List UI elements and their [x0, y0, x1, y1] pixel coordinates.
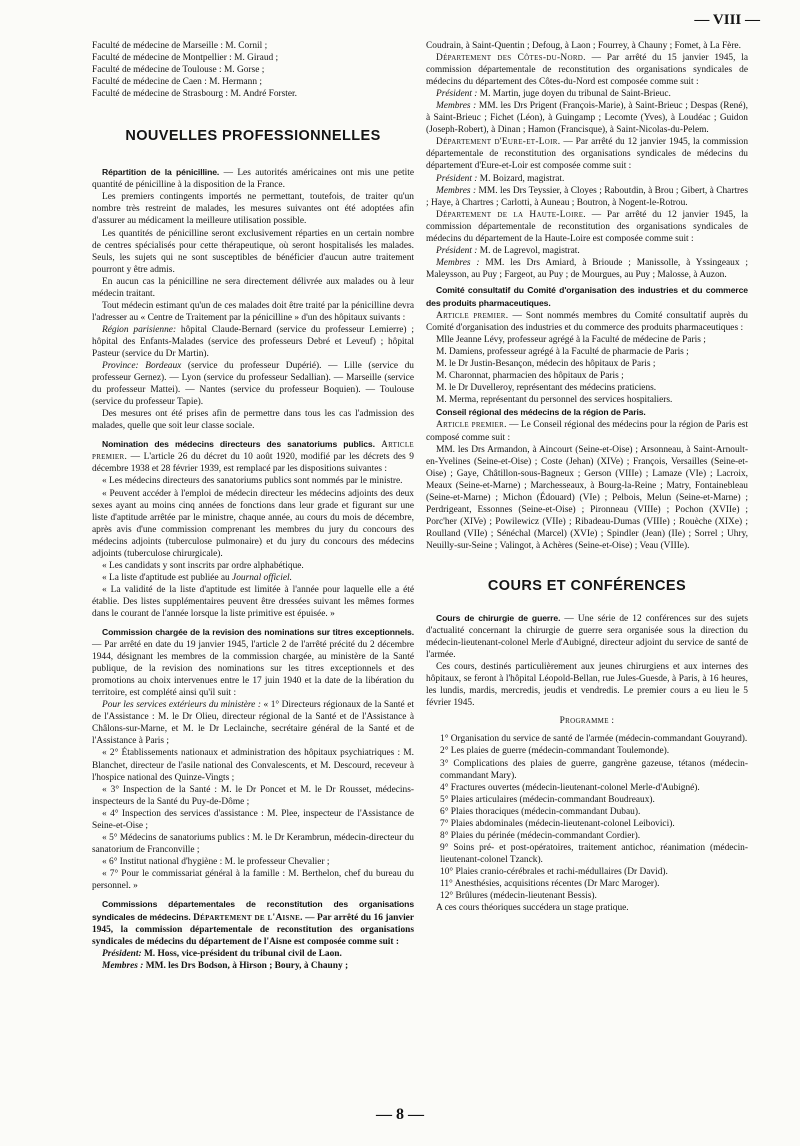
- faculty-line: Faculté de médecine de Strasbourg : M. André Forster.: [92, 89, 297, 100]
- paragraph-region: Région parisienne: hôpital Claude-Bernard (service du professeur Lemierre) ; hôpital des Enfants-Malades (service des professeurs Debré et Leveuf) ; hôpital Pasteur (service du Dr Martin).: [92, 324, 414, 359]
- article-heading: Commissions départementales de reconstitution des organisations syndicales de médecins.: [92, 899, 414, 923]
- paragraph-eure-et-loir: Département d'Eure-et-Loir. — Par arrêté du 12 janvier 1945, la commission départementale de reconstitution des organisations syndicales de médecins du département d'Eure-et-Loir est composée comme suit :: [426, 137, 749, 172]
- paragraph: « La liste d'aptitude est publiée au Journal officiel.: [102, 572, 292, 583]
- programme-item: 4° Fractures ouvertes (médecin-lieutenant-colonel Merle-d'Aubigné).: [440, 782, 700, 793]
- paragraph: Membres : MM. les Drs Amiard, à Brioude ; Manissolle, à Yssingeaux ; Maleysson, au Puy ; Fargeot, au Puy ; de Mourgues, au Puy ; Malosse, à Auzon.: [426, 257, 748, 280]
- article-commissions-departementales: Commissions départementales de reconstitution des organisations syndicales de médecins. Département de l'Aisne. — Par arrêté du 16 janvier 1945, la commission départementale de reconstitution des organisations syndicales de médecins du département de l'Aisne est composée comme suit :: [92, 899, 414, 948]
- paragraph: « Peuvent accéder à l'emploi de médecin directeur les médecins adjoints des deux sexes ayant au moins cinq années de fonctions dans leur grade et figurant sur une liste d'aptitude arrêtée par le ministre, chaque année, au cours du mois de décembre, après avis d'une commission comprenant les membres du jury du concours des médecins adjoints (tuberculose pulmonaire) et du jury du concours des médecins adjoints (tuberculose chirurgicale).: [92, 488, 414, 559]
- article-sanatoriums: Nomination des médecins directeurs des sanatoriums publics. Article premier. — L'article 26 du décret du 10 août 1920, modifié par les décrets des 9 décembre 1938 et 28 février 1939, est remplacé par les dispositions suivantes :: [92, 439, 415, 475]
- paragraph: Président: M. Hoss, vice-président du tribunal civil de Laon.: [102, 949, 342, 960]
- paragraph: Les quantités de pénicilline seront exclusivement réparties en un certain nombre de centres spécialisés pour cette thérapeutique, où seront hospitalisés les malades. Seuls, les sujets qui ne sont susceptibles de bénéficier d'aucun autre traitement pourront y être admis.: [92, 228, 414, 275]
- programme-item: 3° Complications des plaies de guerre, gangrène gazeuse, tétanos (médecin-commandant Mary).: [440, 758, 748, 781]
- list-item: Mlle Jeanne Lévy, professeur agrégé à la Faculté de médecine de Paris ;: [436, 335, 706, 346]
- section-title-nouvelles: NOUVELLES PROFESSIONNELLES: [125, 128, 381, 145]
- list-item: M. le Dr Justin-Besançon, médecin des hôpitaux de Paris ;: [436, 359, 656, 370]
- paragraph: Pour les services extérieurs du ministère : « 1° Directeurs régionaux de la Santé et de l'Assistance : M. le Dr Olieu, directeur régional de la Santé et de l'Assistance à Châlons-sur-Marne, et M. le Dr Leclainche, secrétaire général de la Santé et de l'Assistance à Paris ;: [92, 700, 414, 747]
- programme-item: 10° Plaies cranio-cérébrales et rachi-médullaires (Dr David).: [440, 866, 668, 877]
- paragraph: Article premier. — Le Conseil régional des médecins pour la région de Paris est composé comme suit :: [426, 420, 748, 443]
- faculty-line: Faculté de médecine de Caen : M. Hermann ;: [92, 77, 262, 88]
- programme-item: 12° Brûlures (médecin-lieutenant Bessis).: [440, 891, 597, 902]
- paragraph: « Les médecins directeurs des sanatoriums publics sont nommés par le ministre.: [102, 476, 403, 487]
- faculty-line: Faculté de médecine de Toulouse : M. Gorse ;: [92, 65, 265, 76]
- paragraph: Article premier. — Sont nommés membres du Comité consultatif auprès du Comité d'organisation des industries et du commerce des produits pharmaceutiques :: [426, 311, 748, 334]
- article-heading: Commission chargée de la revision des nominations sur titres exceptionnels.: [102, 627, 414, 638]
- left-column: [92, 40, 414, 972]
- paragraph: « 2° Établissements nationaux et administration des hôpitaux psychiatriques : M. Blanchet, directeur de l'asile national des Convalescents, et M. Descourd, receveur à l'hospice national des Quinze-Vingts ;: [92, 748, 414, 783]
- programme-item: 5° Plaies articulaires (médecin-commandant Boudreaux).: [440, 794, 655, 805]
- paragraph: Les premiers contingents importés ne permettant, toutefois, de traiter qu'un nombre très restreint de malades, les mesures suivantes ont été adoptées afin d'assurer au médicament la meilleure utilisation possible.: [92, 192, 414, 227]
- programme-item: 6° Plaies thoraciques (médecin-commandant Dubau).: [440, 806, 641, 817]
- paragraph: Membres : MM. les Drs Teyssier, à Cloyes ; Raboutdin, à Brou ; Gibert, à Chartres ; Haye, à Chartres ; Carlotti, à Auneau ; Boutron, à Nogent-le-Rotrou.: [426, 185, 748, 208]
- paragraph: Président : M. de Lagrevol, magistrat.: [436, 245, 580, 256]
- paragraph: « 6° Institut national d'hygiène : M. le professeur Chevalier ;: [102, 856, 330, 867]
- article-heading: Cours de chirurgie de guerre.: [436, 613, 561, 624]
- paragraph: Président : M. Boizard, magistrat.: [436, 173, 565, 184]
- programme-item: 8° Plaies du périnée (médecin-commandant Cordier).: [440, 830, 641, 841]
- list-item: M. Charonnat, pharmacien des hôpitaux de Paris ;: [436, 371, 624, 382]
- paragraph: Tout médecin estimant qu'un de ces malades doit être traité par la pénicilline devra l'adresser au « Centre de Traitement par la pénicilline » d'un des hôpitaux suivants :: [92, 300, 414, 323]
- paragraph: Ces cours, destinés particulièrement aux jeunes chirurgiens et aux internes des hôpitaux, se feront à l'hôpital Léopold-Bellan, rue Jules-Guesde, à Paris, à 16 heures, les lundis, mardis, mercredis, jeudis et vendredis. Le premier cours a eu lieu le 5 février 1945.: [426, 662, 748, 709]
- faculty-line: Faculté de médecine de Marseille : M. Cornil ;: [92, 41, 268, 51]
- paragraph: « 3° Inspection de la Santé : M. le Dr Poncet et M. le Dr Rousset, médecins-inspecteurs de la Santé du Puy-de-Dôme ;: [92, 784, 414, 807]
- list-item: M. Damiens, professeur agrégé à la Faculté de pharmacie de Paris ;: [436, 347, 689, 358]
- programme-item: 11° Anesthésies, acquisitions récentes (Dr Marc Maroger).: [440, 879, 660, 889]
- paragraph-province: Province: Bordeaux (service du professeur Dupérié). — Lille (service du professeur Gernez). — Lyon (service du professeur Sedallian). — Marseille (service du professeur Mattei). — Nantes (service du professeur Boquien). — Toulouse (service du professeur Tapie).: [92, 361, 414, 408]
- paragraph: « 7° Pour le commissariat général à la famille : M. Berthelon, chef du bureau du personnel. »: [92, 868, 414, 891]
- paragraph: Membres : MM. les Drs Bodson, à Hirson ; Boury, à Chauny ;: [102, 961, 349, 972]
- paragraph: Membres : MM. les Drs Prigent (François-Marie), à Saint-Brieuc ; Despas (René), à Saint-Brieuc ; Fichet (Léon), à Guingamp ; Lecomte (Yves), à Loudéac ; Guidon (Joseph-Robert), à Dinan ; Hamon (Francisque), à Saint-Nicolas-du-Pelem.: [426, 101, 748, 136]
- page-number-roman: — VIII —: [694, 12, 760, 28]
- paragraph: MM. les Drs Armandon, à Aincourt (Seine-et-Oise) ; Arsonneau, à Saint-Arnoult-en-Yvelines (Seine-et-Oise) ; Coste (Jehan) (XIVe) ; François, Versailles (Seine-et-Oise) ; Gaye, Châtillon-sous-Bagneux ; Gerson (VIIIe) ; Lamaze (VIe) ; Lacroix, Meaux (Seine-et-Marne) ; Marchesseaux, à Bourg-la-Reine ; Matry, Fontainebleau (Seine-et-Marne) ; Michon (Édouard) (VIe) ; Pelbois, Melun (Seine-et-Marne) ; Perdrigeant, Essonnes (Seine-et-Oise) ; Pironneau (VIIIe) ; Pochon (XVIIe) ; Porc'her (XIVe) ; Powilewicz (VIIe) ; Ribadeau-Dumas (VIIIe) ; Rouèche (XIXe) ; Roulland (VIIe) ; Sénéchal (Marcel) (XVIe) ; Spindler (Jean) (IIe) ; Sorrel ; Uhry, Neuilly-sur-Seine ; Valingot, à Achères (Seine-et-Oise) ; Veau (VIIIe).: [426, 444, 748, 551]
- paragraph: « 5° Médecins de sanatoriums publics : M. le Dr Kerambrun, médecin-directeur du sanatorium de Franconville ;: [92, 832, 414, 855]
- article-commission: Commission chargée de la revision des nominations sur titres exceptionnels. — Par arrêté en date du 19 janvier 1945, l'article 2 de l'arrêté précité du 2 décembre 1944, désignant les membres de la commission chargée, au ministère de la Santé publique, de la revision des nominations sur les titres exceptionnels et des promotions au choix intervenues entre le 17 juin 1940 et la date de la libération du territoire, est complété ainsi qu'il suit :: [92, 627, 414, 699]
- list-item: M. Merma, représentant du personnel des services hospitaliers.: [436, 395, 673, 406]
- article-heading: Répartition de la pénicilline.: [102, 167, 220, 178]
- right-column: [426, 40, 748, 914]
- paragraph: « La validité de la liste d'aptitude est limitée à l'année pour laquelle elle a été établie. Des listes supplémentaires peuvent être dressées suivant les mêmes formes dans le courant de l'année lorsque la liste primitive est épuisée. »: [92, 584, 414, 619]
- article-heading: Comité consultatif du Comité d'organisation des industries et du commerce des produits pharmaceutiques.: [426, 284, 748, 308]
- paragraph: « 4° Inspection des services d'assistance : M. Plee, inspecteur de l'Assistance de Seine-et-Oise ;: [92, 808, 414, 831]
- section-title-cours: COURS ET CONFÉRENCES: [487, 577, 687, 594]
- closing-note: A ces cours théoriques succédera un stage pratique.: [436, 903, 629, 914]
- paragraph: Coudrain, à Saint-Quentin ; Defoug, à Laon ; Fourrey, à Chauny ; Fomet, à La Fère.: [426, 41, 741, 51]
- faculty-line: Faculté de médecine de Montpellier : M. Giraud ;: [92, 53, 279, 64]
- paragraph: En aucun cas la pénicilline ne sera directement délivrée aux malades ou à leur médecin traitant.: [92, 276, 414, 299]
- programme-label: Programme :: [559, 716, 615, 727]
- article-penicilline: Répartition de la pénicilline. — Les autorités américaines ont mis une petite quantité de pénicilline à la disposition de la France.: [92, 167, 414, 191]
- paragraph: « Les candidats y sont inscrits par ordre alphabétique.: [102, 560, 304, 571]
- programme-item: 7° Plaies abdominales (médecin-lieutenant-colonel Leibovici).: [440, 818, 675, 829]
- article-comite-consultatif: [426, 284, 748, 310]
- paragraph: Président : M. Martin, juge doyen du tribunal de Saint-Brieuc.: [436, 89, 671, 100]
- programme-item: 2° Les plaies de guerre (médecin-commandant Toulemonde).: [440, 746, 670, 757]
- article-conseil-regional: [426, 406, 748, 419]
- list-item: M. le Dr Duvelleroy, représentant des médecins praticiens.: [436, 383, 657, 394]
- programme-item: 1° Organisation du service de santé de l'armée (médecin-commandant Gouyrand).: [440, 734, 748, 745]
- paragraph: Des mesures ont été prises afin de permettre dans tous les cas l'admission des malades, quelle que soit leur classe sociale.: [92, 409, 414, 432]
- paragraph-cotes-du-nord: Département des Côtes-du-Nord. — Par arrêté du 15 janvier 1945, la commission départementale de reconstitution des organisations syndicales de médecins du département des Côtes-du-Nord est composée comme suit :: [426, 53, 748, 88]
- paragraph-haute-loire: Département de la Haute-Loire. — Par arrêté du 12 janvier 1945, la commission départementale de reconstitution des organisations syndicales de médecins du département de la Haute-Loire est composée comme suit :: [426, 209, 748, 244]
- article-cours-chirurgie: Cours de chirurgie de guerre. — Une série de 12 conférences sur des sujets d'actualité concernant la chirurgie de guerre sera organisée sous la direction du médecin-lieutenant-colonel Merle d'Aubigné, directeur adjoint du service de santé de l'armée.: [426, 613, 748, 661]
- article-heading: Nomination des médecins directeurs des sanatoriums publics.: [102, 439, 375, 450]
- article-heading: Conseil régional des médecins de la région de Paris.: [436, 407, 646, 418]
- page-number: — 8 —: [376, 1106, 424, 1123]
- programme-item: 9° Soins pré- et post-opératoires, traitement antichoc, réanimation (médecin-lieutenant-colonel Tzanck).: [440, 842, 748, 865]
